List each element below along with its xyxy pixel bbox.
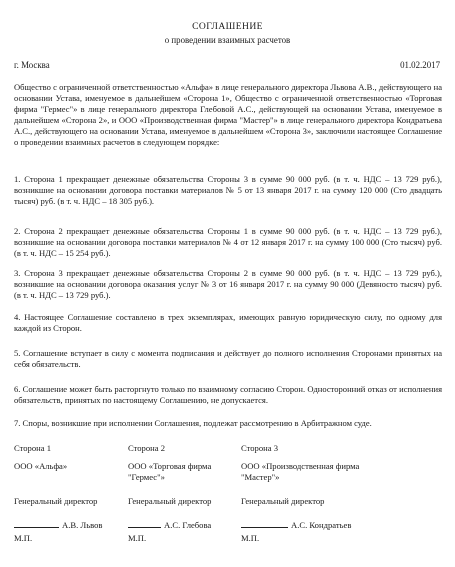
party-1-signature-line xyxy=(14,518,59,528)
party-3-signature-line xyxy=(241,518,288,528)
clause-2: 2. Сторона 2 прекращает денежные обязательства Стороны 1 в сумме 90 000 руб. (в т. ч. НДС – 13 729 руб.), возникшие на основании договора поставки материалов № 4 от 12 января 2017 г. на сумму 100 000 (Сто тысяч) руб. (в т. ч. НДС – 15 254 руб.). xyxy=(14,226,442,258)
party-1-stamp: М.П. xyxy=(14,533,33,543)
party-3-heading: Сторона 3 xyxy=(241,443,279,453)
party-1-position: Генеральный директор xyxy=(14,496,98,506)
party-2-position: Генеральный директор xyxy=(128,496,212,506)
party-3-position: Генеральный директор xyxy=(241,496,325,506)
clause-3: 3. Сторона 3 прекращает денежные обязательства Стороны 2 в сумме 90 000 руб. (в т. ч. НДС – 13 729 руб.), возникшие на основании договора оказания услуг № 3 от 16 января 2017 г. на сумму 90 000 (Девяносто тысяч) руб. (в т. ч. НДС – 13 729 руб.). xyxy=(14,268,442,300)
party-2-org: ООО «Торговая фирма "Гермес"» xyxy=(128,461,212,482)
party-3-signature xyxy=(241,518,381,531)
party-3-signer: А.С. Кондратьев xyxy=(291,520,352,530)
clause-1: 1. Сторона 1 прекращает денежные обязательства Стороны 3 в сумме 90 000 руб. (в т. ч. НДС – 13 729 руб.), возникшие на основании договора поставки материалов № 5 от 13 января 2017 г. на сумму 120 000 (Сто двадцать тысяч) руб. (в т. ч. НДС – 18 305 руб.). xyxy=(14,174,442,206)
document-title: СОГЛАШЕНИЕ xyxy=(192,21,263,32)
clause-6: 6. Соглашение может быть расторгнуто только по взаимному согласию Сторон. Односторонний отказ от исполнения обязательств, принятых по настоящему Соглашению, не допускается. xyxy=(14,384,442,405)
clause-5: 5. Соглашение вступает в силу с момента подписания и действует до полного исполнения Сторонами принятых на себя обязательств. xyxy=(14,348,442,369)
document-date: 01.02.2017 xyxy=(400,60,440,70)
party-2-signature xyxy=(128,518,236,531)
party-2-signature-line xyxy=(128,518,161,528)
party-2-signer: А.С. Глебова xyxy=(164,520,212,530)
document-subtitle: о проведении взаимных расчетов xyxy=(164,35,291,45)
party-1-signer: А.В. Львов xyxy=(62,520,103,530)
party-2-stamp: М.П. xyxy=(128,533,147,543)
party-1-heading: Сторона 1 xyxy=(14,443,52,453)
party-1-signature xyxy=(14,518,119,531)
party-2-heading: Сторона 2 xyxy=(128,443,166,453)
document-city: г. Москва xyxy=(14,60,50,70)
clause-4: 4. Настоящее Соглашение составлено в трех экземплярах, имеющих равную юридическую силу, по одному для каждой из Сторон. xyxy=(14,312,442,333)
clause-7: 7. Споры, возникшие при исполнении Соглашения, подлежат рассмотрению в Арбитражном суде. xyxy=(14,418,372,428)
intro-paragraph: Общество с ограниченной ответственностью «Альфа» в лице генерального директора Львова А.В., действующего на основании Устава, именуемое в дальнейшем «Сторона 1», Общество с ограниченной ответственностью «Торговая фирма "Гермес"» в лице генерального директора Глебовой А.С., действующей на основании Устава, именуемое в дальнейшем «Сторона 2», и ООО «Производственная фирма "Мастер"» в лице генерального директора Кондратьева А.С., действующего на основании Устава, именуемое в дальнейшем «Сторона 3», заключили настоящее Соглашение о проведении взаимных расчетов в следующем порядке: xyxy=(14,82,442,147)
party-1-org: ООО «Альфа» xyxy=(14,461,68,471)
party-3-stamp: М.П. xyxy=(241,533,260,543)
party-3-org: ООО «Производственная фирма "Мастер"» xyxy=(241,461,360,482)
